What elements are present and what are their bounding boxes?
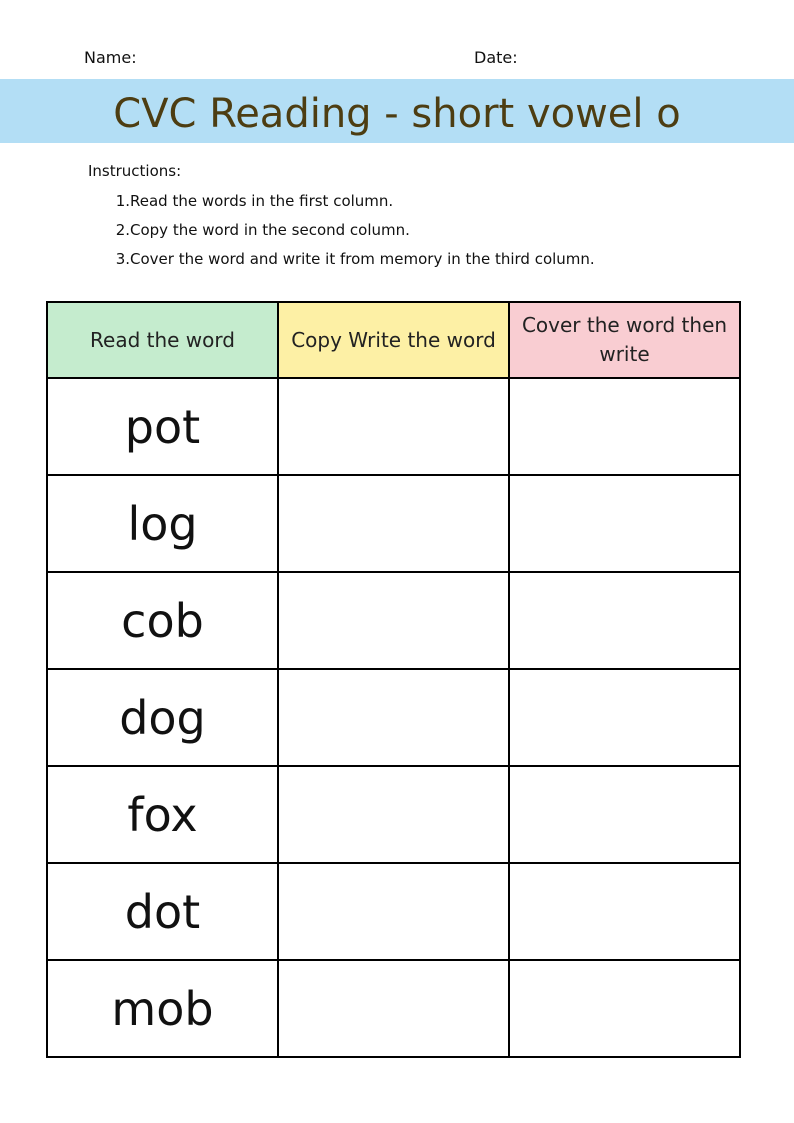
cover-write-cell[interactable] <box>509 960 740 1057</box>
name-label: Name: <box>84 48 137 67</box>
title-band <box>0 79 794 143</box>
read-cell <box>47 960 278 1057</box>
table-row <box>47 378 740 475</box>
instruction-step-3 <box>112 248 595 277</box>
table-row <box>47 572 740 669</box>
cvc-word: dot <box>124 884 201 939</box>
instruction-step-2 <box>112 219 595 248</box>
instructions-list <box>112 190 595 277</box>
table-row <box>47 766 740 863</box>
read-cell <box>47 475 278 572</box>
copy-write-cell[interactable] <box>278 669 509 766</box>
worksheet-table <box>46 301 741 1058</box>
copy-write-cell[interactable] <box>278 766 509 863</box>
read-cell <box>47 572 278 669</box>
cvc-word: log <box>127 496 198 551</box>
instruction-number: 1. <box>115 192 130 210</box>
copy-write-cell[interactable] <box>278 863 509 960</box>
table-row <box>47 669 740 766</box>
cover-write-cell[interactable] <box>509 669 740 766</box>
table-row <box>47 960 740 1057</box>
header-row <box>47 302 740 378</box>
page-title: CVC Reading - short vowel o <box>113 91 681 137</box>
read-cell <box>47 766 278 863</box>
cvc-word: dog <box>119 690 206 745</box>
copy-write-cell[interactable] <box>278 960 509 1057</box>
read-cell <box>47 378 278 475</box>
instruction-step-1 <box>112 190 595 219</box>
cvc-word: mob <box>111 981 214 1036</box>
cover-write-cell[interactable] <box>509 863 740 960</box>
copy-write-cell[interactable] <box>278 572 509 669</box>
read-cell <box>47 863 278 960</box>
cvc-word: cob <box>121 593 204 648</box>
read-cell <box>47 669 278 766</box>
copy-write-cell[interactable] <box>278 475 509 572</box>
cover-write-cell[interactable] <box>509 766 740 863</box>
instruction-number: 2. <box>115 221 130 239</box>
cover-write-cell[interactable] <box>509 378 740 475</box>
instruction-text: Read the words in the first column. <box>130 192 394 210</box>
column-header-read: Read the word <box>47 302 278 378</box>
column-header-cover: Cover the word then write <box>509 302 740 378</box>
cvc-word: fox <box>127 787 198 842</box>
copy-write-cell[interactable] <box>278 378 509 475</box>
table-row <box>47 863 740 960</box>
cover-write-cell[interactable] <box>509 572 740 669</box>
instruction-text: Cover the word and write it from memory in the third column. <box>130 250 595 268</box>
column-header-copy: Copy Write the word <box>278 302 509 378</box>
cover-write-cell[interactable] <box>509 475 740 572</box>
table-row <box>47 475 740 572</box>
cvc-word: pot <box>124 399 201 454</box>
instructions-heading: Instructions: <box>88 162 182 180</box>
instruction-number: 3. <box>115 250 130 268</box>
instruction-text: Copy the word in the second column. <box>130 221 410 239</box>
date-label: Date: <box>474 48 518 67</box>
